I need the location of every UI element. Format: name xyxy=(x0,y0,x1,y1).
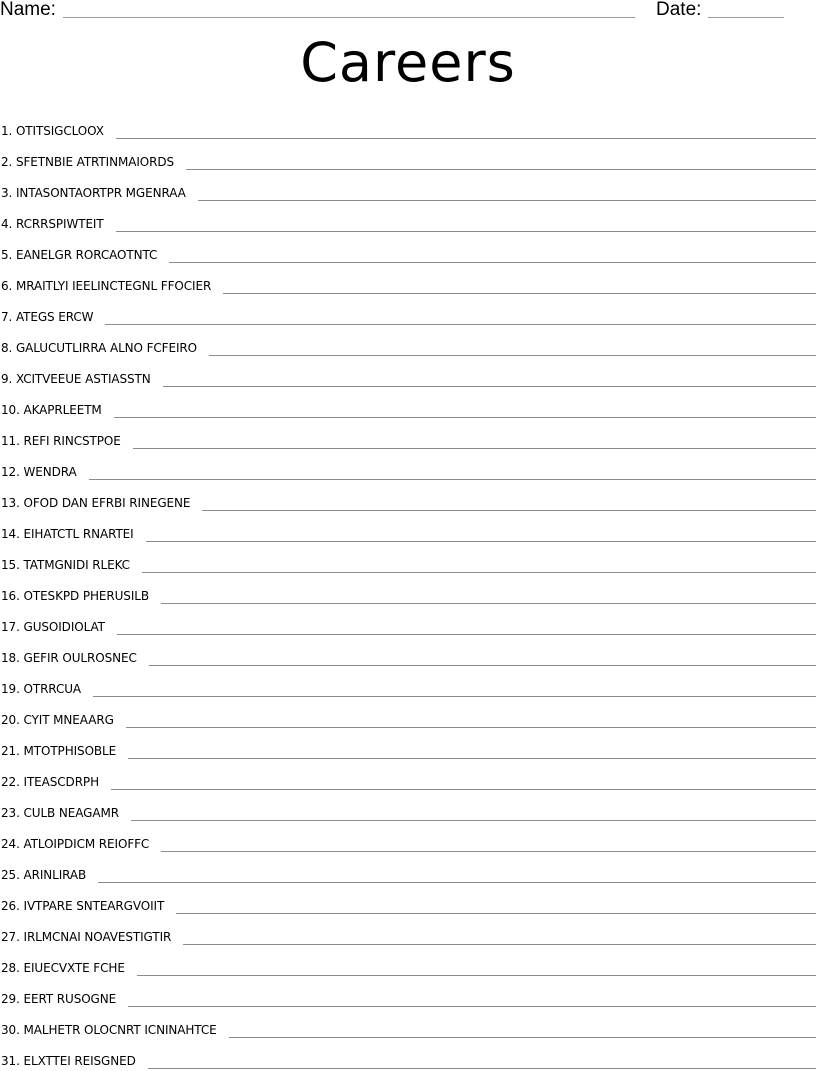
scramble-list xyxy=(0,110,816,1071)
answer-line[interactable] xyxy=(149,665,816,666)
list-item xyxy=(0,668,816,699)
scrambled-word: 11. REFI RINCSTPOE xyxy=(1,434,121,448)
list-item xyxy=(0,730,816,761)
list-item xyxy=(0,234,816,265)
scrambled-word: 21. MTOTPHISOBLE xyxy=(1,744,117,758)
answer-line[interactable] xyxy=(163,386,816,387)
scrambled-word: 24. ATLOIPDICM REIOFFC xyxy=(1,837,150,851)
answer-line[interactable] xyxy=(111,789,816,790)
scrambled-word: 20. CYIT MNEAARG xyxy=(1,713,114,727)
answer-line[interactable] xyxy=(183,944,816,945)
name-field-line[interactable] xyxy=(63,17,635,18)
scrambled-word: 28. EIUECVXTE FCHE xyxy=(1,961,125,975)
answer-line[interactable] xyxy=(223,293,816,294)
scrambled-word: 15. TATMGNIDI RLEKC xyxy=(1,558,130,572)
list-item xyxy=(0,823,816,854)
list-item xyxy=(0,544,816,575)
answer-line[interactable] xyxy=(131,820,816,821)
scrambled-word: 18. GEFIR OULROSNEC xyxy=(1,651,137,665)
answer-line[interactable] xyxy=(137,975,816,976)
answer-line[interactable] xyxy=(146,541,816,542)
list-item xyxy=(0,637,816,668)
scrambled-word: 13. OFOD DAN EFRBI RINEGENE xyxy=(1,496,191,510)
list-item xyxy=(0,420,816,451)
scrambled-word: 22. ITEASCDRPH xyxy=(1,775,99,789)
answer-line[interactable] xyxy=(161,851,816,852)
scrambled-word: 7. ATEGS ERCW xyxy=(1,310,94,324)
list-item xyxy=(0,327,816,358)
list-item xyxy=(0,792,816,823)
scrambled-word: 10. AKAPRLEETM xyxy=(1,403,102,417)
scrambled-word: 3. INTASONTAORTPR MGENRAA xyxy=(1,186,186,200)
list-item xyxy=(0,265,816,296)
answer-line[interactable] xyxy=(93,696,816,697)
date-field-line[interactable] xyxy=(708,17,784,18)
answer-line[interactable] xyxy=(116,138,816,139)
answer-line[interactable] xyxy=(89,479,816,480)
list-item xyxy=(0,482,816,513)
scrambled-word: 31. ELXTTEI REISGNED xyxy=(1,1054,136,1068)
list-item xyxy=(0,606,816,637)
answer-line[interactable] xyxy=(202,510,816,511)
list-item xyxy=(0,978,816,1009)
answer-line[interactable] xyxy=(98,882,816,883)
scrambled-word: 9. XCITVEEUE ASTIASSTN xyxy=(1,372,151,386)
list-item xyxy=(0,203,816,234)
list-item xyxy=(0,885,816,916)
answer-line[interactable] xyxy=(186,169,816,170)
scrambled-word: 2. SFETNBIE ATRTINMAIORDS xyxy=(1,155,175,169)
scrambled-word: 23. CULB NEAGAMR xyxy=(1,806,119,820)
scrambled-word: 12. WENDRA xyxy=(1,465,77,479)
list-item xyxy=(0,916,816,947)
answer-line[interactable] xyxy=(126,727,816,728)
page-title: Careers xyxy=(300,31,516,94)
list-item xyxy=(0,296,816,327)
scrambled-word: 6. MRAITLYI IEELINCTEGNL FFOCIER xyxy=(1,279,212,293)
answer-line[interactable] xyxy=(128,1006,816,1007)
answer-line[interactable] xyxy=(209,355,816,356)
list-item xyxy=(0,575,816,606)
answer-line[interactable] xyxy=(148,1068,816,1069)
answer-line[interactable] xyxy=(114,417,816,418)
answer-line[interactable] xyxy=(176,913,816,914)
list-item xyxy=(0,141,816,172)
scrambled-word: 17. GUSOIDIOLAT xyxy=(1,620,105,634)
scrambled-word: 27. IRLMCNAI NOAVESTIGTIR xyxy=(1,930,172,944)
list-item xyxy=(0,110,816,141)
list-item xyxy=(0,451,816,482)
answer-line[interactable] xyxy=(229,1037,816,1038)
answer-line[interactable] xyxy=(105,324,816,325)
scrambled-word: 19. OTRRCUA xyxy=(1,682,82,696)
scrambled-word: 8. GALUCUTLIRRA ALNO FCFEIRO xyxy=(1,341,197,355)
scrambled-word: 26. IVTPARE SNTEARGVOIIT xyxy=(1,899,165,913)
list-item xyxy=(0,1009,816,1040)
scrambled-word: 25. ARINLIRAB xyxy=(1,868,87,882)
date-label: Date: xyxy=(656,0,702,20)
list-item xyxy=(0,172,816,203)
scrambled-word: 14. EIHATCTL RNARTEI xyxy=(1,527,134,541)
list-item xyxy=(0,358,816,389)
list-item xyxy=(0,947,816,978)
answer-line[interactable] xyxy=(128,758,816,759)
scrambled-word: 29. EERT RUSOGNE xyxy=(1,992,117,1006)
list-item xyxy=(0,513,816,544)
list-item xyxy=(0,699,816,730)
worksheet-header xyxy=(0,0,816,24)
answer-line[interactable] xyxy=(198,200,816,201)
list-item xyxy=(0,854,816,885)
answer-line[interactable] xyxy=(142,572,816,573)
name-label: Name: xyxy=(0,0,56,20)
answer-line[interactable] xyxy=(161,603,816,604)
answer-line[interactable] xyxy=(169,262,816,263)
scrambled-word: 5. EANELGR RORCAOTNTC xyxy=(1,248,158,262)
scrambled-word: 1. OTITSIGCLOOX xyxy=(1,124,104,138)
scrambled-word: 30. MALHETR OLOCNRT ICNINAHTCE xyxy=(1,1023,217,1037)
scrambled-word: 4. RCRRSPIWTEIT xyxy=(1,217,104,231)
answer-line[interactable] xyxy=(116,231,816,232)
list-item xyxy=(0,389,816,420)
answer-line[interactable] xyxy=(117,634,816,635)
scrambled-word: 16. OTESKPD PHERUSILB xyxy=(1,589,149,603)
answer-line[interactable] xyxy=(133,448,816,449)
list-item xyxy=(0,761,816,792)
